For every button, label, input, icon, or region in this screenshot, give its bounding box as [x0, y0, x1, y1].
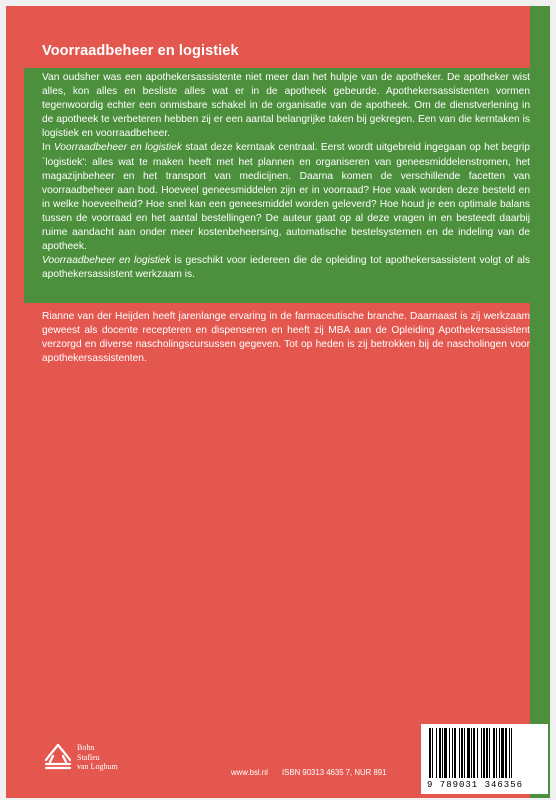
barcode-bar: [459, 728, 460, 778]
publisher-name: [77, 743, 118, 772]
isbn-text: ISBN 90313 4635 7, NUR 891: [282, 768, 387, 777]
barcode-bar: [477, 728, 478, 778]
barcode-bar: [486, 728, 488, 778]
barcode-bar: [454, 728, 456, 778]
barcode-bar: [442, 728, 443, 778]
barcode-bar: [501, 728, 504, 778]
barcode: [421, 724, 548, 794]
barcode-bar: [493, 728, 495, 778]
description-paragraph-2: [42, 141, 530, 254]
book-back-cover: [6, 6, 550, 798]
barcode-bar: [481, 728, 482, 778]
barcode-bar: [449, 728, 450, 778]
barcode-bar: [483, 728, 485, 778]
publisher-name-line3: van Loghum: [77, 762, 118, 771]
italic-book-title-2: Voorraadbeheer en logistiek: [42, 255, 171, 267]
publisher-website: www.bsl.nl: [231, 768, 268, 777]
barcode-bar: [444, 728, 447, 778]
barcode-bar: [439, 728, 441, 778]
barcode-bar: [432, 728, 433, 778]
barcode-bar: [509, 728, 510, 778]
book-title: Voorraadbeheer en logistiek: [42, 43, 239, 59]
barcode-bar: [496, 728, 497, 778]
title-bar: [24, 31, 530, 68]
prefix-in: In: [42, 142, 51, 154]
italic-book-title-1: Voorraadbeheer en logistiek: [53, 142, 182, 154]
barcode-bar: [499, 728, 500, 778]
publisher-logo: [44, 738, 134, 784]
description-text: [42, 71, 530, 282]
description-paragraph-3-text: is geschikt voor iedereen die de opleiding tot apothekersassistent volgt of als apothekersassistent werkzaam is.: [42, 255, 530, 281]
publisher-name-line2: Stafleu: [77, 752, 100, 762]
publisher-logo-icon: [44, 742, 72, 770]
barcode-bars: [421, 724, 548, 780]
author-bio: Rianne van der Heijden heeft jarenlange ervaring in de farmaceutische branche. Daarnaast is zij werkzaam geweest als docente recepteren en dispenseren en heeft zij MBA aan de Opleiding Apothekersassistent verzorgd en diverse nascholingscursussen gegeven. Tot op heden is zij betrokken bij de nascholingen voor apothekersassistenten.: [42, 311, 530, 365]
barcode-bar: [436, 728, 437, 778]
barcode-number: 9 789031 346356: [427, 780, 524, 790]
barcode-bar: [467, 728, 470, 778]
description-paragraph-3: [42, 254, 530, 282]
barcode-bar: [511, 728, 512, 778]
barcode-bar: [471, 728, 472, 778]
footer-bar: [24, 724, 530, 798]
barcode-bar: [429, 728, 431, 778]
publisher-name-line1: Bohn: [77, 743, 95, 752]
barcode-bar: [461, 728, 463, 778]
barcode-bar: [473, 728, 475, 778]
barcode-bar: [489, 728, 490, 778]
barcode-bar: [464, 728, 465, 778]
description-paragraph-1: Van oudsher was een apothekersassistente niet meer dan het hulpje van de apotheker. De apotheker wist alles, kon alles en besliste alles wat er in de apotheek gebeurde. Apothekersassistenten vormen tegenwoordig echter een onmisbare schakel in de organisatie van de apotheek. Om de dienstverlening in de apotheek te verbeteren hebben zij er een aantal belangrijke taken bij gekregen. Een van die kerntaken is logistiek en voorraadbeheer.: [42, 72, 530, 140]
barcode-bar: [505, 728, 507, 778]
description-block: [24, 68, 550, 303]
description-paragraph-2-text: staat deze kerntaak centraal. Eerst wordt uitgebreid ingegaan op het begrip `logistiek': alles wat te maken heeft met het plannen en organiseren van geneesmiddelenstromen, het magazijnbeheer en het transport van medicijnen. Daarna komen de verschillende facetten van voorraadbeheer aan bod. Hoeveel geneesmiddelen zijn er in voorraad? Hoe vaak worden deze besteld en in welke hoeveelheid? Hoe snel kan een geneesmiddel worden geleverd? Hoe houd je een optimale balans tussen de voorraad en het aantal bestellingen? De auteur gaat op al deze vragen in en besteedt daarbij ruime aandacht aan onder meer kostenbeheersing, automatische bestelsystemen en de indeling van de apotheek.: [42, 142, 530, 253]
barcode-bar: [452, 728, 453, 778]
